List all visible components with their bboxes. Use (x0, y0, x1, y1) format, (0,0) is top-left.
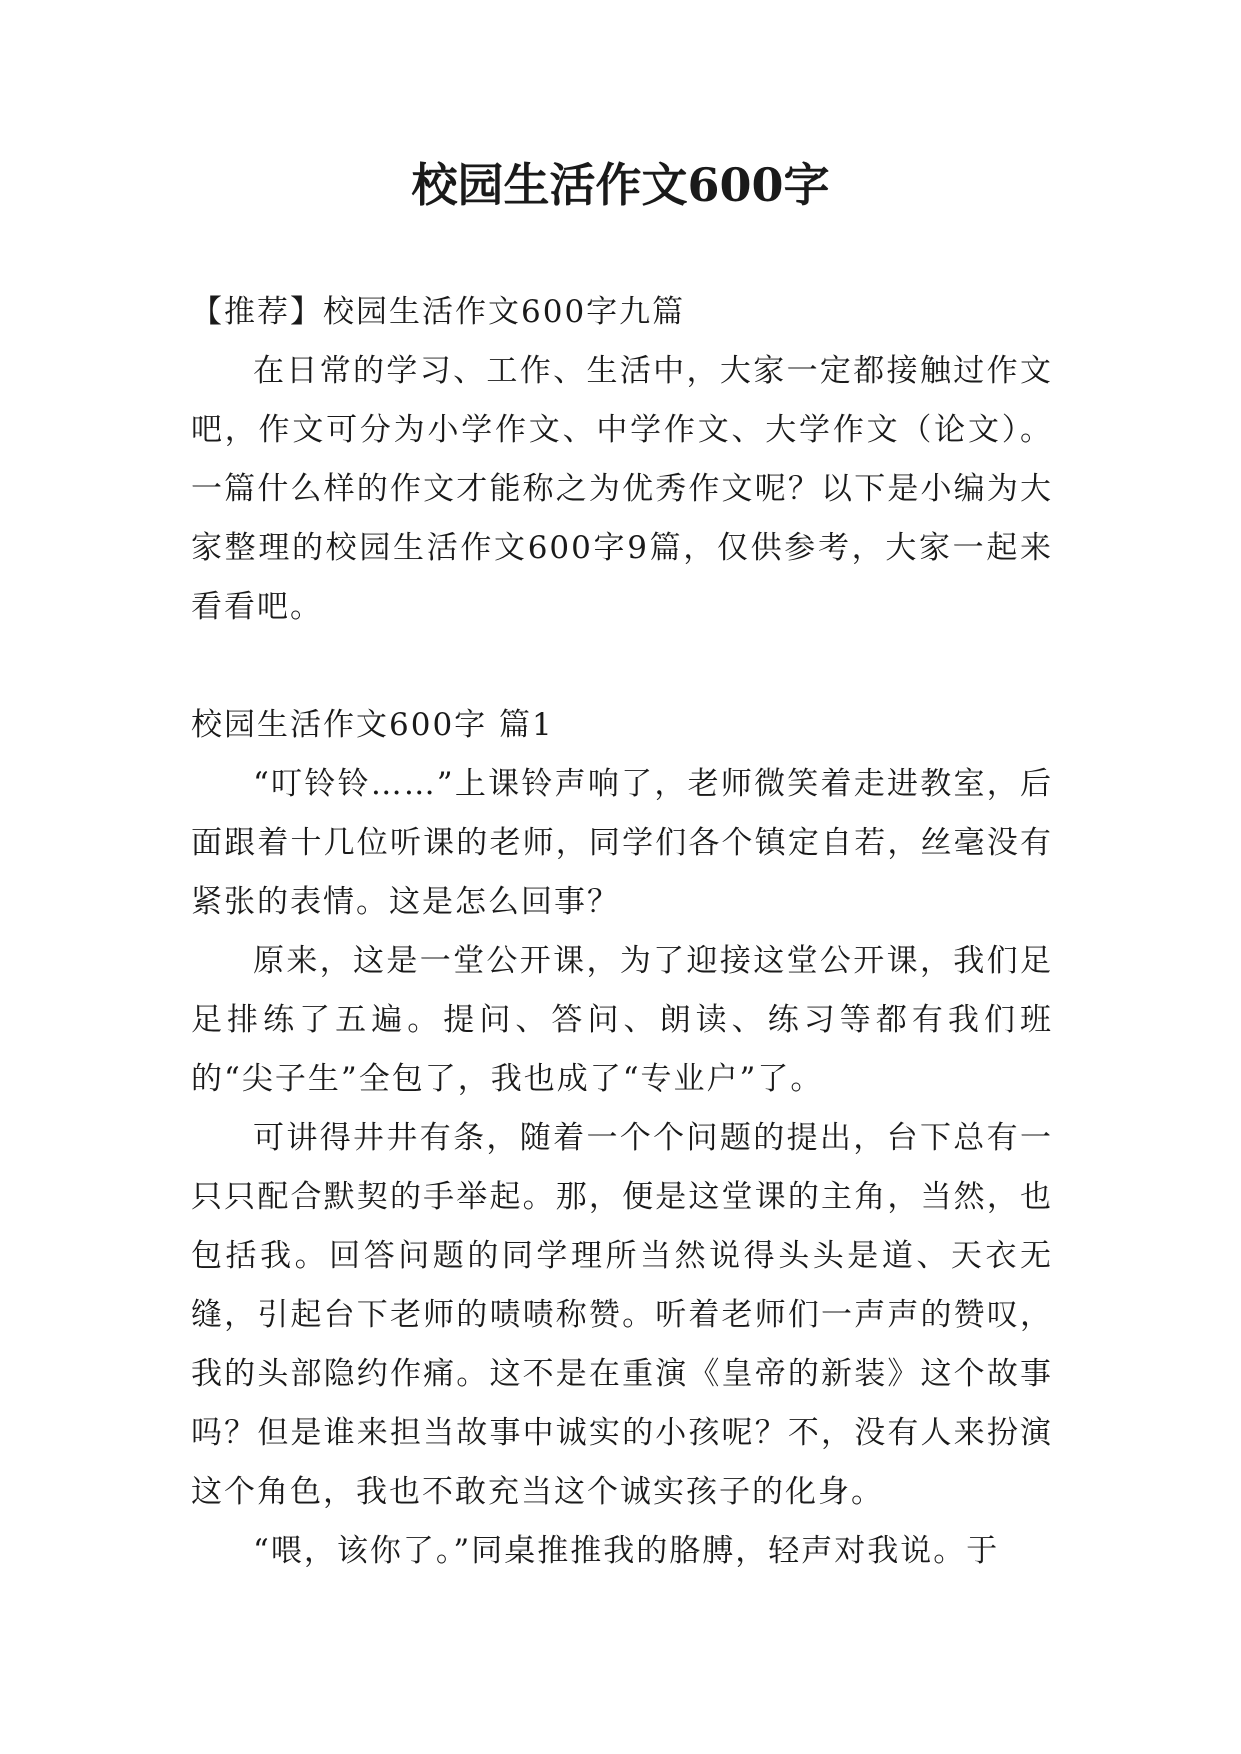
body-paragraph-1: “叮铃铃……”上课铃声响了，老师微笑着走进教室，后面跟着十几位听课的老师，同学们各个镇定自若，丝毫没有紧张的表情。这是怎么回事？ (191, 766, 1053, 920)
body-paragraph-4: “喂，该你了。”同桌推推我的胳膊，轻声对我说。于 (253, 1533, 1000, 1569)
body-paragraph-3: 可讲得井井有条，随着一个个问题的提出，台下总有一只只配合默契的手举起。那，便是这堂课的主角，当然，也包括我。回答问题的同学理所当然说得头头是道、天衣无缝，引起台下老师的啧啧称赞。听着老师们一声声的赞叹，我的头部隐约作痛。这不是在重演《皇帝的新装》这个故事吗？但是谁来担当故事中诚实的小孩呢？不，没有人来扮演这个角色，我也不敢充当这个诚实孩子的化身。 (191, 1120, 1053, 1510)
document-body (191, 283, 1053, 1581)
intro-paragraph: 在日常的学习、工作、生活中，大家一定都接触过作文吧，作文可分为小学作文、中学作文、大学作文（论文）。一篇什么样的作文才能称之为优秀作文呢？以下是小编为大家整理的校园生活作文600字9篇，仅供参考，大家一起来看看吧。 (191, 353, 1053, 625)
document-title: 校园生活作文600字 (411, 158, 830, 212)
recommend-line: 【推荐】校园生活作文600字九篇 (191, 294, 686, 330)
section-heading: 校园生活作文600字 篇1 (191, 707, 554, 743)
paragraph-gap (191, 637, 1053, 696)
body-paragraph-2: 原来，这是一堂公开课，为了迎接这堂公开课，我们足足排练了五遍。提问、答问、朗读、练习等都有我们班的“尖子生”全包了，我也成了“专业户”了。 (191, 943, 1053, 1097)
